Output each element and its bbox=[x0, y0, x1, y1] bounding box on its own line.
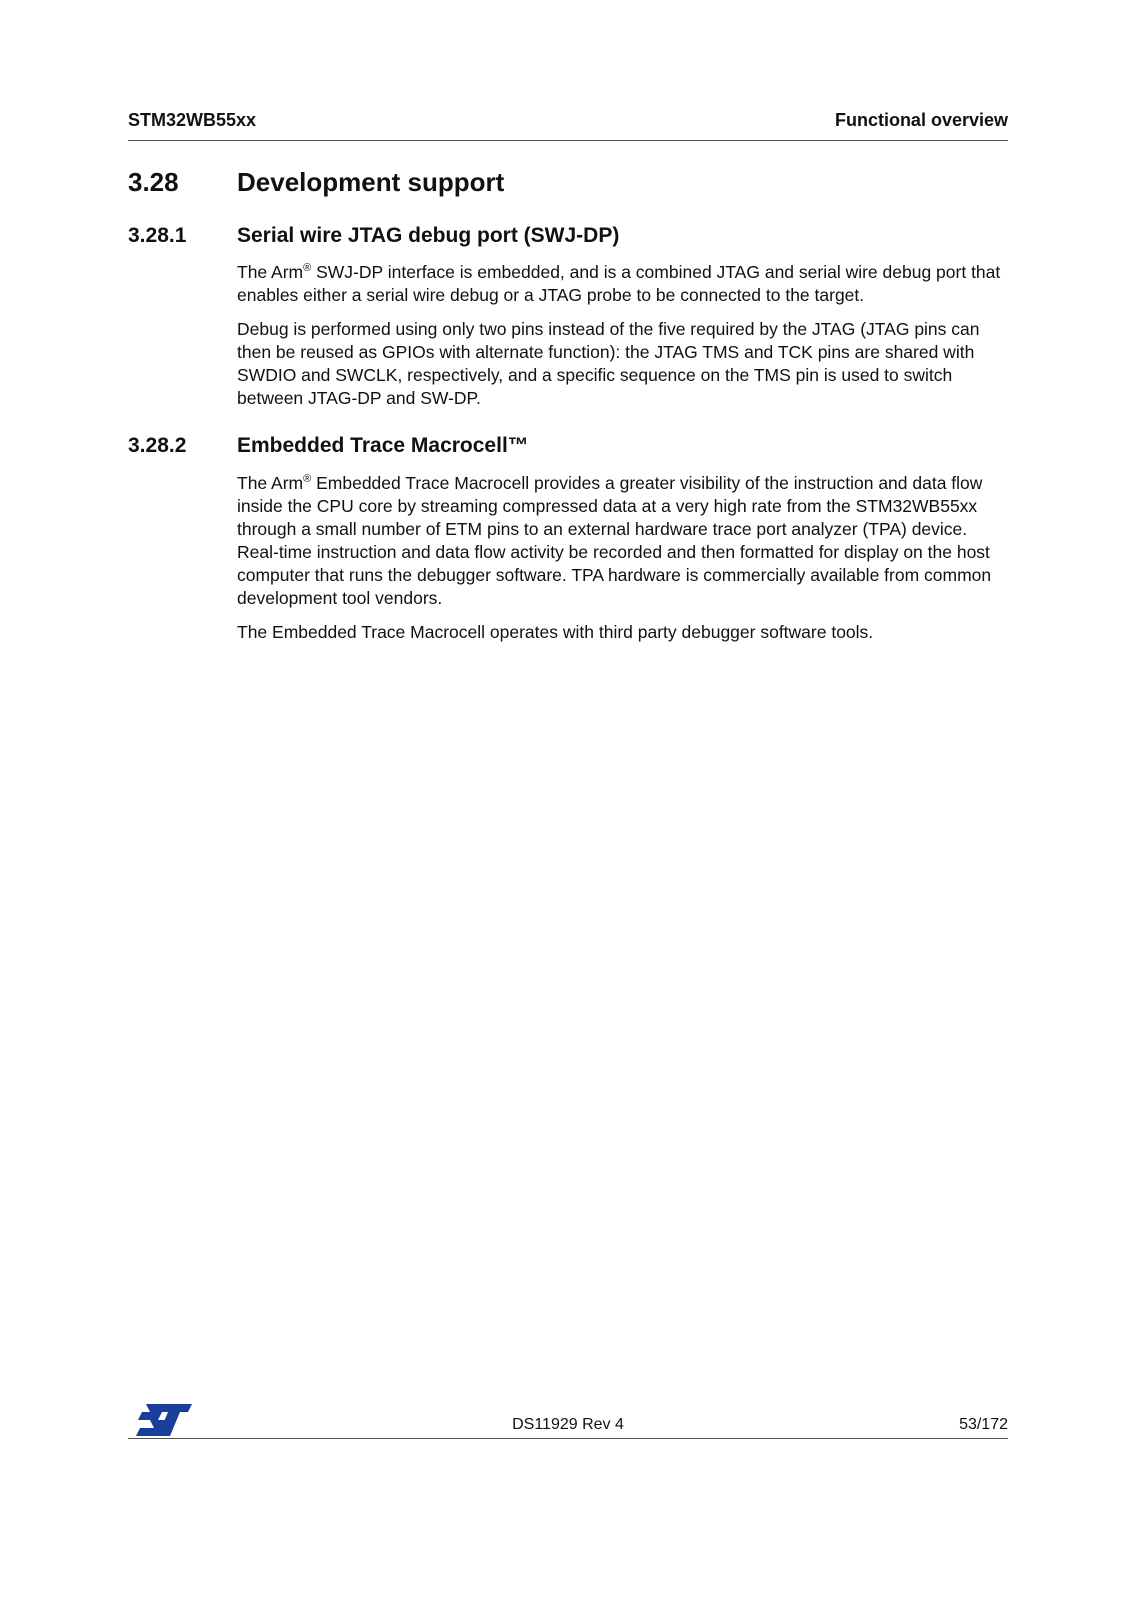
page-header bbox=[128, 108, 1008, 141]
section-title: Development support bbox=[237, 167, 505, 197]
subsection-title: Serial wire JTAG debug port (SWJ-DP) bbox=[237, 224, 620, 247]
registered-mark: ® bbox=[303, 262, 312, 275]
section-heading bbox=[128, 166, 1008, 198]
paragraph: The Embedded Trace Macrocell operates with third party debugger software tools. bbox=[237, 622, 874, 642]
page-footer bbox=[128, 1402, 1008, 1439]
subsection-number: 3.28.2 bbox=[128, 434, 187, 457]
subsection-heading-etm bbox=[128, 433, 1008, 459]
subsection-heading-swj-dp bbox=[128, 223, 1008, 249]
paragraph: Debug is performed using only two pins instead of the five required by the JTAG (JTAG pins can then be reused as GPIOs with alternate function): the JTAG TMS and TCK pins are shared with SWDIO and SWCLK, respectively, and a specific sequence on the TMS pin is used to switch between JTAG-DP and SW-DP. bbox=[237, 319, 980, 408]
paragraph bbox=[237, 472, 1008, 610]
footer-document-revision: DS11929 Rev 4 bbox=[512, 1416, 624, 1433]
header-section-name: Functional overview bbox=[834, 110, 1008, 130]
subsection-body-swj-dp bbox=[237, 261, 1008, 421]
subsection-number: 3.28.1 bbox=[128, 224, 187, 247]
footer-page-number: 53/172 bbox=[959, 1416, 1008, 1433]
paragraph-text: The Arm bbox=[237, 473, 304, 493]
registered-mark: ® bbox=[303, 473, 312, 486]
paragraph-text: The Arm bbox=[237, 262, 304, 282]
paragraph-text: SWJ-DP interface is embedded, and is a combined JTAG and serial wire debug port that enables either a serial wire debug or a JTAG probe to be connected to the target. bbox=[237, 262, 1001, 305]
paragraph-text: Embedded Trace Macrocell provides a greater visibility of the instruction and data flow inside the CPU core by streaming compressed data at a very high rate from the STM32WB55xx through a small number of ETM pins to an external hardware trace port analyzer (TPA) device. Real-time instruction and data flow activity be recorded and then formatted for display on the host computer that runs the debugger software. TPA hardware is commercially available from common development tool vendors. bbox=[237, 473, 992, 608]
section-number: 3.28 bbox=[128, 167, 179, 197]
paragraph bbox=[237, 261, 1008, 307]
logo-text: ST bbox=[136, 1404, 138, 1405]
subsection-body-etm bbox=[237, 472, 1008, 655]
subsection-title: Embedded Trace Macrocell™ bbox=[237, 434, 529, 457]
header-document-id: STM32WB55xx bbox=[128, 110, 257, 130]
